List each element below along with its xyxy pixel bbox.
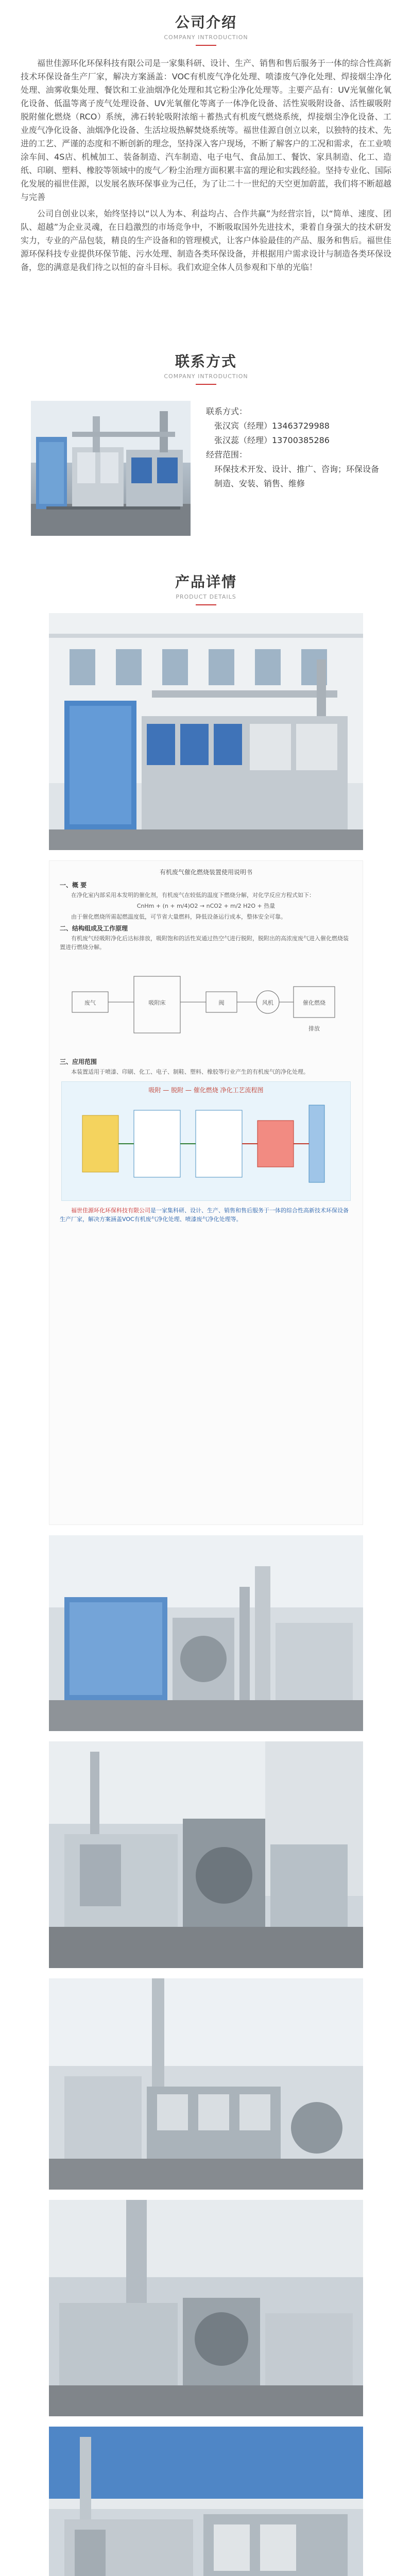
contact-label: 联系方式： [206,406,248,416]
product-details-title: 产品详情 [175,573,237,590]
document-paragraph-1: 在净化室内部采用本发明的催化剂，有机废气在较低的温度下燃烧分解，对化学反应方程式如下： [71,892,315,899]
contact-subtitle: COMPANY INTRODUCTION [164,373,248,380]
company-intro-subtitle: COMPANY INTRODUCTION [164,34,248,41]
intro-paragraph-1: 福世佳源环化环保科技有限公司是一家集科研、设计、生产、销售和售后服务于一体的综合性高新技术环保设备生产厂家，解决方案涵盖：VOC有机废气净化处理、喷漆废气净化处理、焊接烟尘净化处理、油雾收集处理、餐饮和工业油烟净化处理和其它粉尘净化处理等。主要产品有：UV光氧催化氧化设备、低温等离子废气处理设备、UV光氧催化等离子一体净化设备、活性炭吸附设备、活性碳吸附脱附催化燃烧（RCO）系统，沸石转轮吸附浓缩＋蓄热式有机废气燃烧系统，焊接烟尘净化设备、工业废气净化设备、油烟净化设备、生活垃圾热解焚烧系统等。福世佳源自创立以来，以独特的技术、先进的工艺、严谨的态度和不断创新的理念，坚持深入客户现场，不断了解客户的工况和需求，在工业喷涂车间、4S店、机械加工、装备制造、汽车制造、电子电气、食品加工、餐饮、家具制造、化工、造纸、印刷、塑料、橡胶等领域中的废气／粉尘治理方面积累丰富的理论和实践经验。坚持专业化、国际化发展的福世佳源，以发展名族环保事业为己任，为了让二十一世纪的天空更加蔚蓝，我们将不断超越与完善 [21,58,392,202]
equipment-illustration [31,401,191,536]
business-scope-label: 经营范围： [206,450,248,460]
outdoor-equipment-illustration [49,1741,363,1968]
company-intro-title: 公司介绍 [175,14,237,31]
contact-header [0,350,412,385]
document-company-paragraph [60,1206,352,1224]
product-photo-4 [49,1978,363,2190]
product-photo-2 [49,1535,363,1731]
intro-paragraph-2: 公司自创业以来，始终坚持以“以人为本、利益均占、合作共赢”为经营宗旨，以“简单、速度、团队、超越”为企业灵魂，在日趋激烈的市场竞争中，不断吸取国外先进技术，秉着自身强大的技术研发实力，专业的产品包装，精良的生产设备和的管理模式，让客户体验最佳的产品、服务和售后。福世佳源环保科技专业提供环保节能、污水处理、制造各类环保设备，并根据用户需求设计与制造各类环保设备，您的满意是我们待之以恒的奋斗目标。我们欢迎全体人员参观和下单的光临！ [21,209,392,272]
document-company-name: 福世佳源环化环保科技有限公司 [71,1207,150,1214]
document-paragraph-3: 有机废气经吸附净化后达标排放，吸附饱和的活性炭通过热空气进行脱附，脱附出的高浓度废气进入催化燃烧装置进行燃烧分解。 [60,935,349,951]
industrial-ducts-illustration [49,1535,363,1731]
process-flow-svg [62,1095,350,1193]
product-photo-5 [49,2200,363,2416]
diagram-label-fan: 风机 [262,999,273,1006]
document-section-2: 二、结构组成及工作原理 [60,925,128,932]
installed-equipment-illustration [49,2427,363,2576]
product-photo-1 [49,613,363,850]
title-underline [196,604,216,605]
document-title: 有机废气催化燃烧装置使用说明书 [159,869,252,876]
title-underline [196,384,216,385]
title-underline [196,45,216,46]
duct-system-illustration [49,2200,363,2416]
contact-person-1[interactable]: 张汉宾（经理）13463729988 [214,421,330,431]
rooftop-equipment-illustration [49,1978,363,2190]
document-paragraph-5: 是一家集科研、设计、生产、销售和售后服务于一体的综合性高新技术环保设备生产厂家，解决方案涵盖VOC有机废气净化处理、喷漆废气净化处理等。 [60,1207,349,1223]
document-paragraph-4: 本装置适用于喷漆、印刷、化工、电子、制鞋、塑料、橡胶等行业产生的有机废气的净化处理。 [71,1069,309,1075]
process-diagram-svg [62,956,350,1054]
equipment-building-illustration [49,613,363,850]
company-intro-text [21,57,391,277]
product-instruction-document [49,860,363,1525]
process-diagram [62,956,350,1054]
product-details-subtitle: PRODUCT DETAILS [176,594,236,600]
diagram-label-valve: 阀 [218,999,225,1006]
diagram-label-gas: 废气 [84,999,96,1006]
diagram-label-exhaust: 排放 [308,1025,320,1032]
contact-info [206,404,381,491]
contact-equipment-photo [31,401,191,536]
document-section-3: 三、应用范围 [60,1058,97,1065]
product-details-header [0,571,412,605]
product-photo-6 [49,2427,363,2576]
contact-title: 联系方式 [175,353,237,370]
diagram-label-adsorber: 吸附床 [148,999,166,1006]
flow-chart-title: 吸附 — 脱附 — 催化燃烧 净化工艺流程图 [148,1087,264,1094]
document-section-1: 一、概 要 [60,882,87,889]
business-scope-text: 环保技术开发、设计、推广、咨询；环保设备制造、安装、销售、维修 [214,464,380,488]
contact-person-2[interactable]: 张汉蕊（经理）13700385286 [214,435,330,445]
document-paragraph-2: 由于催化燃烧所需起燃温度低，可节省大量燃料，降低设备运行成本，整体安全可靠。 [71,913,286,920]
company-intro-header [0,11,412,46]
product-photo-3 [49,1741,363,1968]
diagram-label-catalytic: 催化燃烧 [303,999,325,1006]
document-equation: CnHm + (n + m/4)O2 → nCO2 + m/2 H2O + 热量 [136,903,276,909]
process-flow-chart [61,1081,351,1201]
